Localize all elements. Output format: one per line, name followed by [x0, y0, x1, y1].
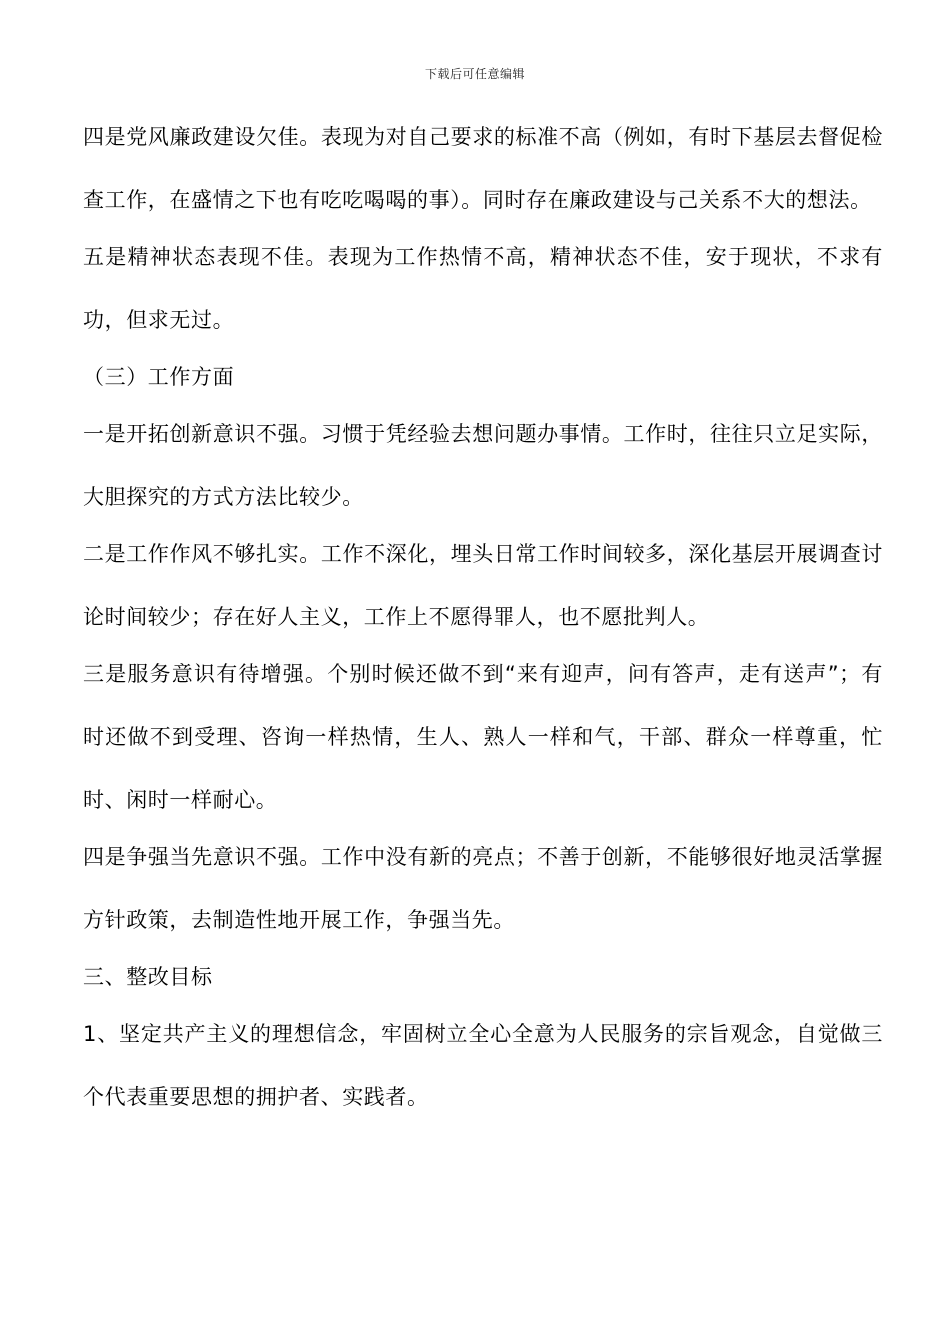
document-body: [83, 106, 883, 1129]
page-header-note: 下载后可任意编辑: [424, 67, 525, 81]
paragraph-innovation: 一是开拓创新意识不强。习惯于凭经验去想问题办事情。工作时，往往只立足实际，大胆探究的方式方法比较少。: [83, 422, 883, 509]
paragraph-mental-state: 五是精神状态表现不佳。表现为工作热情不高，精神状态不佳，安于现状，不求有功，但求无过。: [83, 245, 883, 332]
section-heading-work: （三）工作方面: [83, 365, 235, 389]
paragraph-goal-1: 1、坚定共产主义的理想信念，牢固树立全心全意为人民服务的宗旨观念，自觉做三个代表重要思想的拥护者、实践者。: [83, 1022, 883, 1109]
paragraph-service-awareness: 三是服务意识有待增强。个别时候还做不到“来有迎声，问有答声，走有送声”；有时还做不到受理、咨询一样热情，生人、熟人一样和气，干部、群众一样尊重，忙时、闲时一样耐心。: [83, 662, 883, 812]
paragraph-work-style: 二是工作作风不够扎实。工作不深化，埋头日常工作时间较多，深化基层开展调查讨论时间较少；存在好人主义，工作上不愿得罪人，也不愿批判人。: [83, 542, 883, 629]
section-heading-goals: 三、整改目标: [83, 965, 213, 989]
paragraph-striving: 四是争强当先意识不强。工作中没有新的亮点；不善于创新，不能够很好地灵活掌握方针政策，去制造性地开展工作，争强当先。: [83, 845, 883, 932]
paragraph-party-conduct: 四是党风廉政建设欠佳。表现为对自己要求的标准不高（例如，有时下基层去督促检查工作，在盛情之下也有吃吃喝喝的事）。同时存在廉政建设与己关系不大的想法。: [83, 125, 883, 212]
